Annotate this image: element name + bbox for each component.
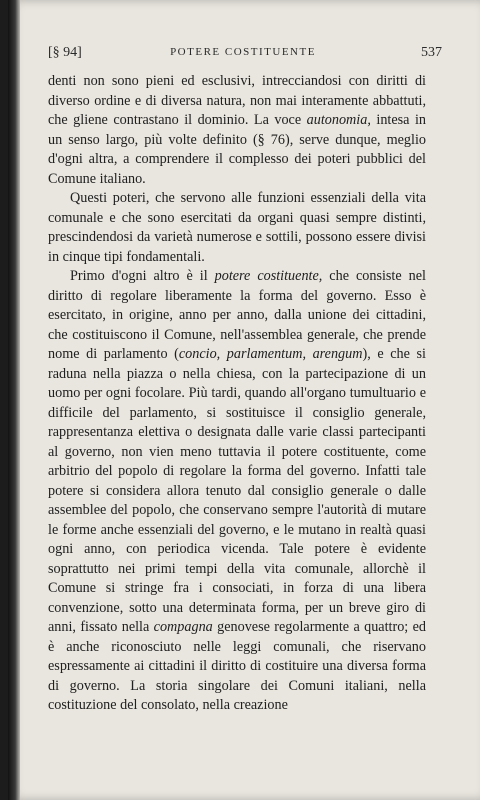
paragraph-1: [48, 72, 426, 189]
text-run: denti non sono pieni ed esclusivi, intrecciandosi con diritti di diverso ordine e di diversa natura, non mai interamente abbattuti, che gliene contrastano il dominio. La voce: [48, 73, 426, 128]
paragraph-3: [48, 267, 426, 716]
text-run: che consiste nel diritto di regolare liberamente la forma del governo. Esso è esercitato, in origine, anno per anno, dalla unione dei cittadini, che costituiscono il Comune, nell'assemblea generale, che prende nome di parlamento (: [48, 268, 426, 362]
emphasis-compagna: compagna: [153, 619, 213, 635]
section-reference: [§ 94]: [48, 45, 82, 60]
emphasis-potere-costituente: potere costituente,: [214, 268, 323, 284]
body-text: [48, 72, 426, 716]
running-header: [34, 45, 452, 65]
text-run: ), e che si raduna nella piazza o nella chiesa, con la partecipazione di un uomo per ogni focolare. Più tardi, quando all'organo tumultuario e difficile del parlamento, si sostituisce il consiglio generale, rappresentanza elettiva o designata dalle varie classi partecipanti al governo, non vien meno tuttavia il potere costituente, come arbitrio del popolo di regolare la forma del governo. Infatti tale potere si considera allora tenuto dal consiglio generale o dalle assemblee del popolo, che conservano sempre l'autorità di mutare le forme anche essenziali del governo, e le mutano in realtà quasi ogni anno, con periodica vicenda. Tale potere è evidente soprattutto nei primi tempi della vita comunale, allorchè il Comune si stringe fra i consociati, in forza di una libera convenzione, sotto una determinata forma, per un breve giro di anni, fissato nella: [48, 346, 426, 635]
book-page: [8, 0, 480, 800]
page-number: 537: [421, 45, 442, 60]
text-run: Primo d'ogni altro è il: [70, 268, 215, 284]
emphasis-autonomia: autonomia,: [306, 112, 371, 128]
text-run: genovese regolarmente a quattro; ed è anche riconosciuto nelle leggi comunali, che riservano espressamente ai cittadini il diritto di costituire una diversa forma di governo. La storia singolare dei Comuni italiani, nella costituzione del consolato, nella creazione: [48, 619, 426, 713]
running-title: POTERE COSTITUENTE: [170, 46, 316, 58]
text-run: Questi poteri, che servono alle funzioni essenziali della vita comunale e che sono esercitati da organi quasi sempre distinti, prescindendosi da varietà numerose e sottili, possono essere divisi in cinque tipi fondamentali.: [48, 190, 426, 265]
emphasis-latin-terms: concio, parlamentum, arengum: [178, 346, 363, 362]
text-run: intesa in un senso largo, più volte definito (§ 76), serve dunque, meglio d'ogni altra, a comprendere il complesso dei poteri pubblici del Comune italiano.: [48, 112, 426, 187]
paragraph-2: [48, 189, 426, 267]
page-gutter-shadow: [8, 0, 20, 800]
